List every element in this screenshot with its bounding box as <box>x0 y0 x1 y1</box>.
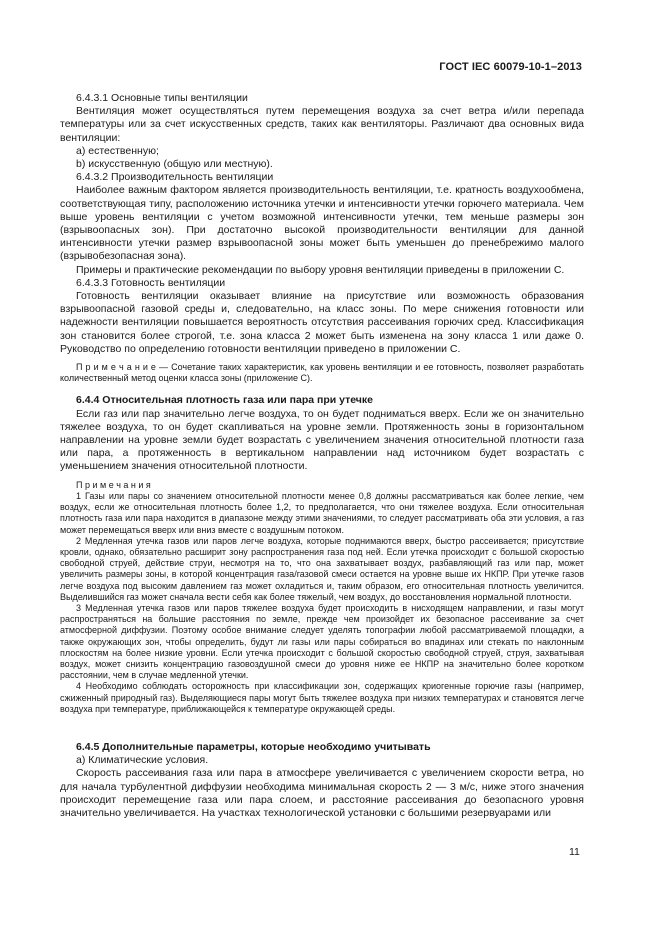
section-644-notes-label: П р и м е ч а н и я <box>76 479 151 490</box>
standard-header: ГОСТ IEC 60079-10-1–2013 <box>439 61 582 73</box>
section-644-note-1: 1 Газы или пары со значением относительной плотности менее 0,8 должны рассматриваться как более легкие, чем воздух, если же относительная плотность более 1,2, то предполагается, что они тяжелее воздуха. Если относительная плотность газа или пара находится в диапазоне между этими значениями, то следует рассматривать оба эти условия, а газ может перемещаться вверх или вниз вместе с воздушным потоком. <box>60 490 584 535</box>
section-6431-paragraph: Вентиляция может осуществляться путем перемещения воздуха за счет ветра и/или перепада температуры или за счет искусственных средств, таких как вентиляторы. Различают два основных вида вентиляции: <box>60 105 584 144</box>
section-645-item-a: а) Климатические условия. <box>76 754 209 767</box>
section-6431-item-b: b) искусственную (общую или местную). <box>76 158 273 171</box>
section-645-paragraph: Скорость рассеивания газа или пара в атмосфере увеличивается с увеличением скорости ветра, но для начала турбулентной диффузии необходима минимальная скорость 2 — 3 м/с, ниже этого значения происходит перемещение газа или пара слоем, и расстояние рассеивания до безопасного уровня значительно увеличивается. На участках технологической установки с большими резервуарами или <box>60 767 584 819</box>
section-6432-title: 6.4.3.2 Производительность вентиляции <box>76 171 274 184</box>
section-644-title: 6.4.4 Относительная плотность газа или пара при утечке <box>76 394 373 407</box>
section-6431-item-a: а) естественную; <box>76 144 159 157</box>
document-body <box>60 92 584 820</box>
note-text: — Сочетание таких характеристик, как уровень вентиляции и ее готовность, позволяет разработать количественный метод оценки класса зоны (приложение С). <box>60 362 584 384</box>
section-644-note-3: 3 Медленная утечка газов или паров тяжелее воздуха будет происходить в нисходящем направлении, и газы могут распространяться на большие расстояния по земле, прежде чем произойдет их безопасное рассеивание за счет атмосферной диффузии. Поэтому особое внимание следует уделять топографии любой рассматриваемой площадки, а также окружающих зон, чтобы определить, будут ли газы или пары собираться во впадинах или стекать по наклонным плоскостям на более низкие уровни. Если утечка происходит с большой скоростью свободной струей, струя, захватывая воздух, может снизить концентрацию газовоздушной смеси до уровня ниже ее НКПР на значительно более коротком расстоянии, чем в случае медленной утечки. <box>60 602 584 681</box>
section-6432-paragraph: Наиболее важным фактором является производительность вентиляции, т.е. кратность воздухообмена, соответствующая типу, расположению источника утечки и интенсивности утечки горючего материала. Чем выше уровень вентиляции с учетом возможной интенсивности утечки, тем меньше размеры зон (взрывоопасных зон). При достаточно высокой производительности вентиляции для данной интенсивности утечки размер взрывоопасной зоны может быть уменьшен до пренебрежимо малого (взрывобезопасная зона). <box>60 184 584 263</box>
section-6433-paragraph: Готовность вентиляции оказывает влияние на присутствие или возможность образования взрывоопасной газовой среды и, следовательно, на класс зоны. По мере снижения готовности или надежности вентиляции повышается вероятность отсутствия рассеивания горючих сред. Классификация зон становится более строгой, т.е. зона класса 2 может быть изменена на зону класса 1 или даже 0. Руководство по определению готовности вентиляции приведено в приложении С. <box>60 290 584 355</box>
section-644-note-2: 2 Медленная утечка газов или паров легче воздуха, которые поднимаются вверх, быстро рассеивается; присутствие кровли, однако, обязательно расширит зону распространения газа под ней. Если утечка происходит с большой скоростью свободной струей, действие струи, несмотря на то, что она захватывает воздух, разбавляющий газ или пар, может увеличить размеры зоны, в которой концентрация газа/газовой смеси остается на уровне выше их НКПР. При утечке газов легче воздуха под высоким давлением газ может охладиться и, таким образом, его относительная плотность увеличится. Выделившийся газ может сначала вести себя как более тяжелый, чем воздух, до восстановления нормальной плотности. <box>60 535 584 602</box>
section-6431-title: 6.4.3.1 Основные типы вентиляции <box>76 92 248 104</box>
section-644-paragraph: Если газ или пар значительно легче воздуха, то он будет подниматься вверх. Если же он значительно тяжелее воздуха, то он будет скапливаться на уровне земли. Протяженность зоны в горизонтальном направлении на уровне земли будет возрастать с увеличением значения относительной плотности газа или пара, а протяженность в вертикальном направлении над источником будет возрастать с уменьшением значения относительной плотности. <box>60 407 584 473</box>
page-number: 11 <box>569 846 580 858</box>
section-6433-title: 6.4.3.3 Готовность вентиляции <box>76 276 226 289</box>
section-6432-paragraph-2: Примеры и практические рекомендации по выбору уровня вентиляции приведены в приложении С. <box>76 263 565 276</box>
section-6433-note <box>60 362 584 384</box>
note-label: П р и м е ч а н и е <box>76 362 156 373</box>
section-645-title: 6.4.5 Дополнительные параметры, которые необходимо учитывать <box>76 740 431 753</box>
section-644-note-4: 4 Необходимо соблюдать осторожность при классификации зон, содержащих криогенные горючие газы (например, сжиженный природный газ). Выделяющиеся пары могут быть тяжелее воздуха при низких температурах и становятся легче воздуха при температуре, приближающейся к температуре окружающей среды. <box>60 681 584 714</box>
